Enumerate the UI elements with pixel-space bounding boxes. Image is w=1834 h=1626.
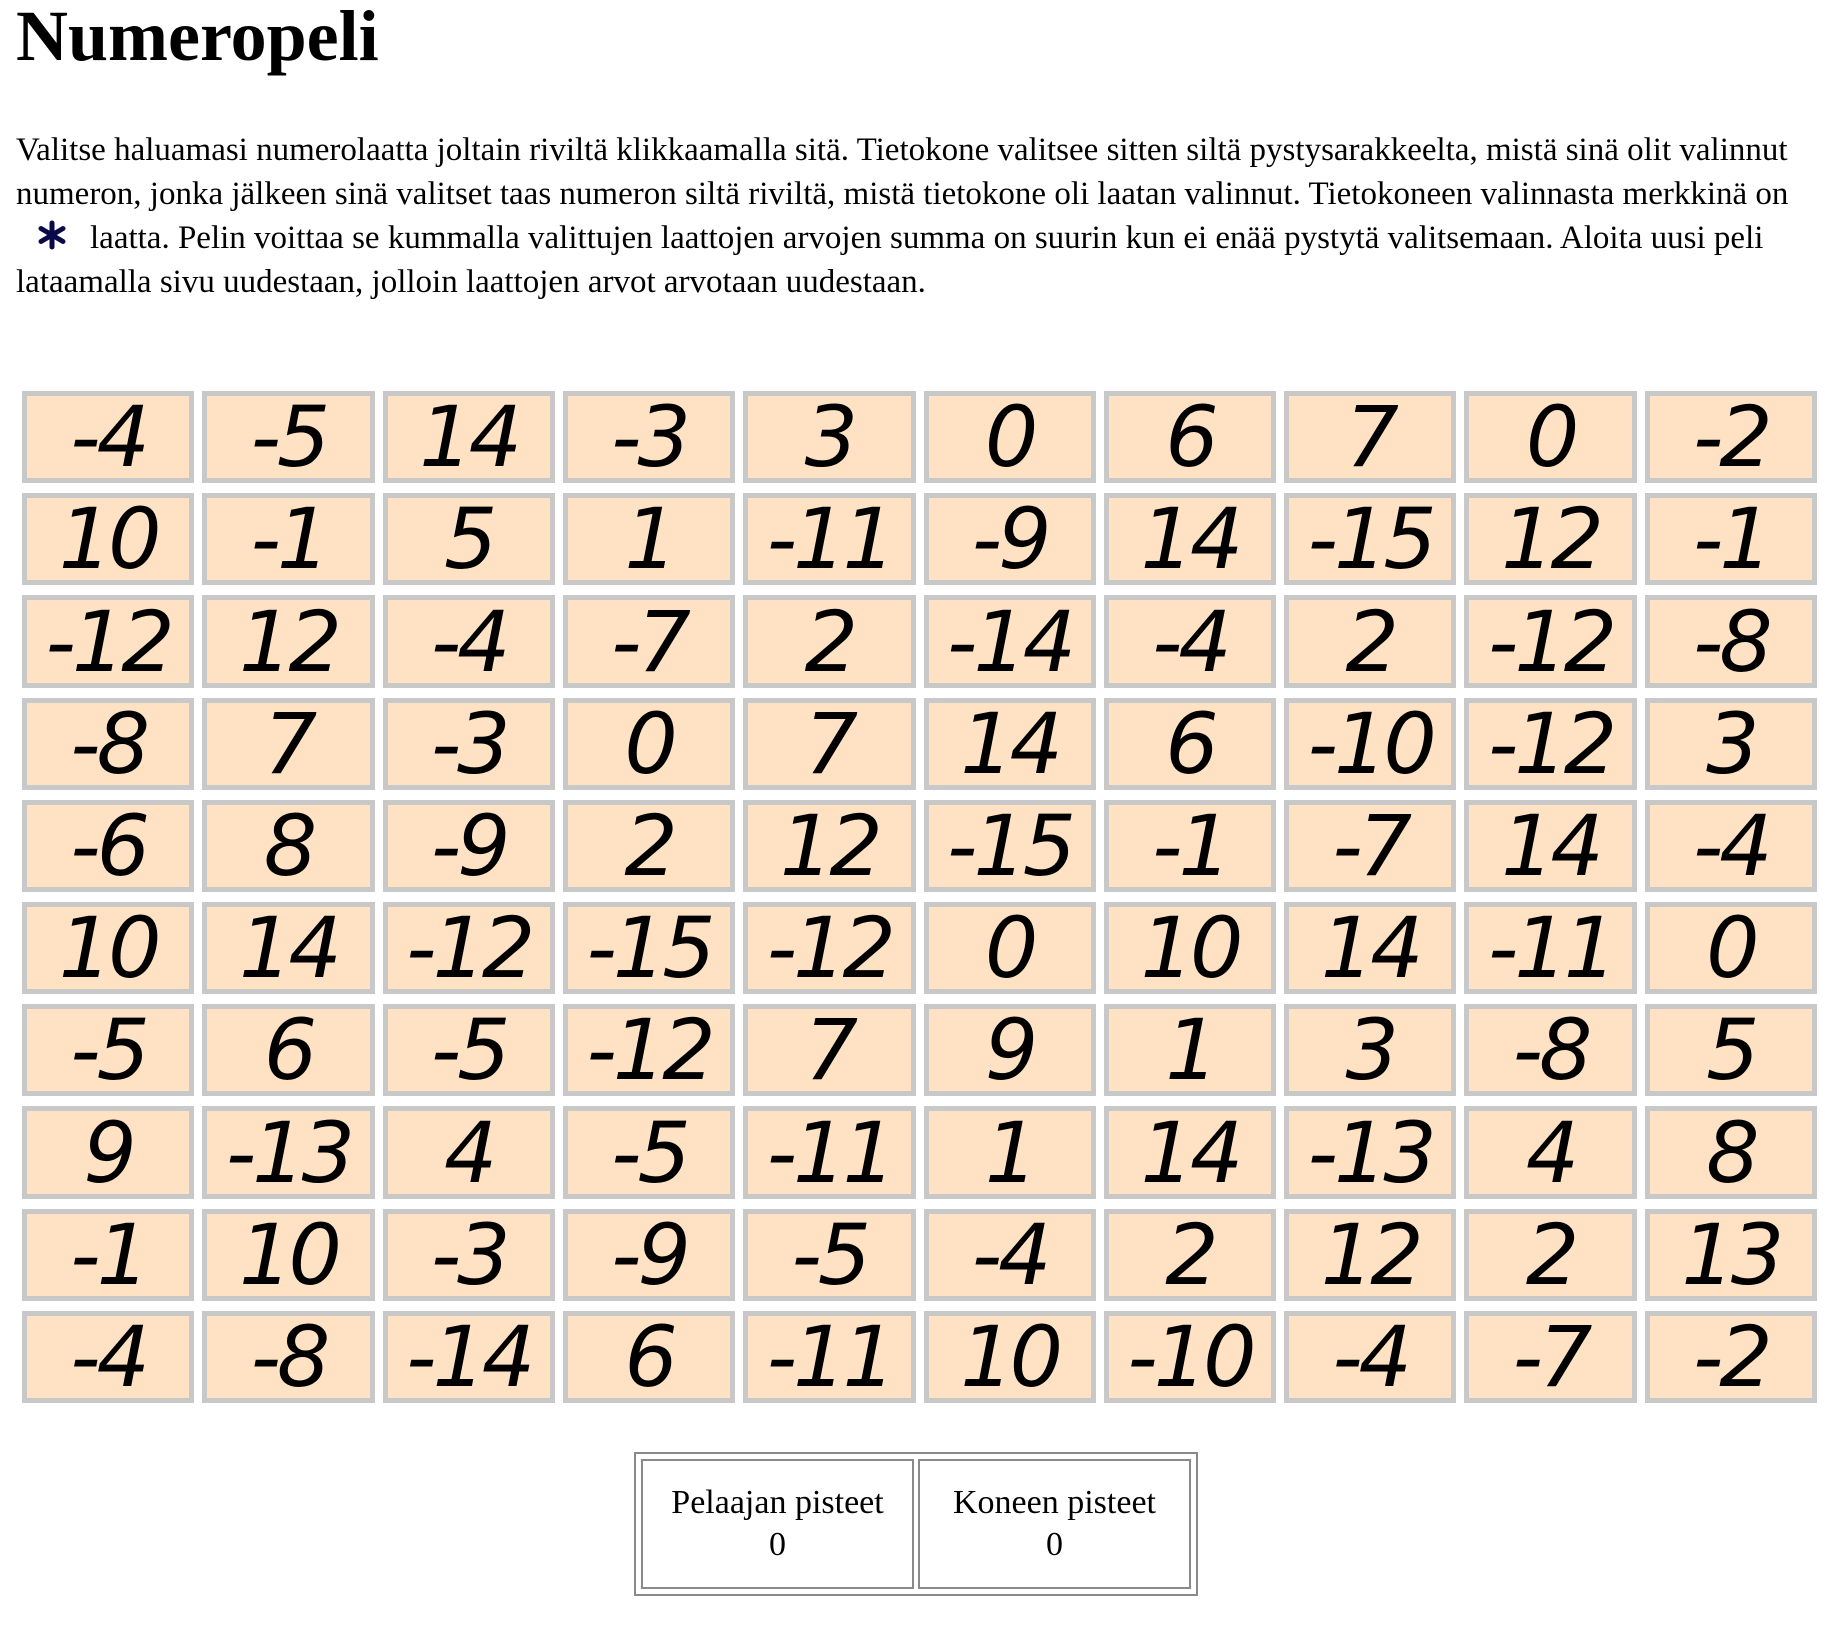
number-tile[interactable]: 10 bbox=[924, 1311, 1096, 1403]
number-tile[interactable]: 0 bbox=[563, 698, 735, 790]
number-tile[interactable]: -4 bbox=[1104, 595, 1276, 687]
number-tile[interactable]: -9 bbox=[383, 800, 555, 892]
number-tile[interactable]: 0 bbox=[924, 391, 1096, 483]
number-tile[interactable]: 4 bbox=[1464, 1106, 1636, 1198]
number-tile[interactable]: 12 bbox=[1464, 493, 1636, 585]
number-tile[interactable]: -11 bbox=[743, 1311, 915, 1403]
number-tile[interactable]: 2 bbox=[743, 595, 915, 687]
page-title: Numeropeli bbox=[16, 0, 379, 76]
number-tile[interactable]: -8 bbox=[1645, 595, 1817, 687]
number-tile[interactable]: 1 bbox=[1104, 1004, 1276, 1096]
number-tile[interactable]: -11 bbox=[743, 493, 915, 585]
number-tile[interactable]: -12 bbox=[22, 595, 194, 687]
number-tile[interactable]: -9 bbox=[924, 493, 1096, 585]
number-tile[interactable]: 12 bbox=[202, 595, 374, 687]
instructions-text-after: laatta. Pelin voittaa se kummalla valittujen laattojen arvojen summa on suurin kun ei enää pystytä valitsemaan. Aloita uusi peli lataamalla sivu uudestaan, jolloin laattojen arvot arvotaan uudestaan. bbox=[16, 220, 1764, 300]
computer-score-cell bbox=[918, 1459, 1191, 1589]
number-tile[interactable]: 6 bbox=[1104, 391, 1276, 483]
player-score-label: Pelaajan pisteet bbox=[671, 1484, 884, 1521]
computer-score-label: Koneen pisteet bbox=[953, 1484, 1156, 1521]
number-tile[interactable]: 14 bbox=[1104, 493, 1276, 585]
number-tile[interactable]: -7 bbox=[1284, 800, 1456, 892]
number-tile[interactable]: -12 bbox=[1464, 698, 1636, 790]
player-score-cell bbox=[641, 1459, 914, 1589]
number-tile[interactable]: -2 bbox=[1645, 1311, 1817, 1403]
number-tile[interactable]: -8 bbox=[1464, 1004, 1636, 1096]
number-tile[interactable]: 8 bbox=[1645, 1106, 1817, 1198]
number-tile[interactable]: -3 bbox=[383, 1209, 555, 1301]
number-tile[interactable]: 12 bbox=[743, 800, 915, 892]
number-tile[interactable]: 6 bbox=[1104, 698, 1276, 790]
number-tile[interactable]: 1 bbox=[924, 1106, 1096, 1198]
number-tile[interactable]: 5 bbox=[1645, 1004, 1817, 1096]
computer-score-value: 0 bbox=[1046, 1526, 1063, 1563]
number-tile[interactable]: -13 bbox=[202, 1106, 374, 1198]
instructions-text-before: Valitse haluamasi numerolaatta joltain riviltä klikkaamalla sitä. Tietokone valitsee sitten siltä pystysarakkeelta, mistä sinä olit valinnut numeron, jonka jälkeen sinä valitset taas numeron siltä riviltä, mistä tietokone oli laatan valinnut. Tietokoneen valinnasta merkkinä on bbox=[16, 132, 1789, 212]
number-tile[interactable]: 7 bbox=[743, 1004, 915, 1096]
number-tile[interactable]: 3 bbox=[743, 391, 915, 483]
number-tile[interactable]: 0 bbox=[1645, 902, 1817, 994]
number-tile[interactable]: 0 bbox=[924, 902, 1096, 994]
number-tile[interactable]: 10 bbox=[1104, 902, 1276, 994]
number-tile[interactable]: -5 bbox=[22, 1004, 194, 1096]
number-tile[interactable]: -5 bbox=[202, 391, 374, 483]
number-tile[interactable]: -5 bbox=[743, 1209, 915, 1301]
number-tile[interactable]: -12 bbox=[1464, 595, 1636, 687]
number-tile[interactable]: 3 bbox=[1645, 698, 1817, 790]
number-tile[interactable]: 10 bbox=[22, 493, 194, 585]
number-tile[interactable]: -15 bbox=[924, 800, 1096, 892]
number-tile[interactable]: -5 bbox=[383, 1004, 555, 1096]
score-table bbox=[634, 1452, 1198, 1596]
number-tile[interactable]: 14 bbox=[1104, 1106, 1276, 1198]
number-tile[interactable]: 5 bbox=[383, 493, 555, 585]
number-tile[interactable]: 7 bbox=[1284, 391, 1456, 483]
number-tile[interactable]: -14 bbox=[924, 595, 1096, 687]
number-tile[interactable]: -15 bbox=[1284, 493, 1456, 585]
number-tile[interactable]: 14 bbox=[202, 902, 374, 994]
number-tile[interactable]: -11 bbox=[743, 1106, 915, 1198]
number-tile[interactable]: -10 bbox=[1104, 1311, 1276, 1403]
number-tile[interactable]: 14 bbox=[924, 698, 1096, 790]
number-tile[interactable]: 7 bbox=[743, 698, 915, 790]
number-tile[interactable]: -4 bbox=[383, 595, 555, 687]
number-tile[interactable]: 14 bbox=[1284, 902, 1456, 994]
number-tile[interactable]: -4 bbox=[1284, 1311, 1456, 1403]
number-tile[interactable]: -1 bbox=[22, 1209, 194, 1301]
number-tile[interactable]: -3 bbox=[563, 391, 735, 483]
number-tile[interactable]: 6 bbox=[563, 1311, 735, 1403]
number-tile[interactable]: -15 bbox=[563, 902, 735, 994]
number-tile[interactable]: 14 bbox=[1464, 800, 1636, 892]
number-tile[interactable]: 10 bbox=[202, 1209, 374, 1301]
number-tile[interactable]: -6 bbox=[22, 800, 194, 892]
number-tile[interactable]: -12 bbox=[563, 1004, 735, 1096]
number-tile[interactable]: -4 bbox=[1645, 800, 1817, 892]
number-tile[interactable]: 2 bbox=[1464, 1209, 1636, 1301]
number-tile[interactable]: -10 bbox=[1284, 698, 1456, 790]
number-tile[interactable]: -9 bbox=[563, 1209, 735, 1301]
number-tile[interactable]: -4 bbox=[924, 1209, 1096, 1301]
number-tile[interactable]: 2 bbox=[1284, 595, 1456, 687]
number-tile[interactable]: 4 bbox=[383, 1106, 555, 1198]
number-tile[interactable]: 6 bbox=[202, 1004, 374, 1096]
player-score-value: 0 bbox=[769, 1526, 786, 1563]
number-tile[interactable]: 8 bbox=[202, 800, 374, 892]
number-tile[interactable]: -1 bbox=[1645, 493, 1817, 585]
number-tile[interactable]: -1 bbox=[1104, 800, 1276, 892]
number-tile[interactable]: 9 bbox=[924, 1004, 1096, 1096]
number-tile[interactable]: 12 bbox=[1284, 1209, 1456, 1301]
instructions bbox=[16, 128, 1816, 304]
number-tile[interactable]: -14 bbox=[383, 1311, 555, 1403]
number-tile[interactable]: -12 bbox=[383, 902, 555, 994]
number-tile[interactable]: 9 bbox=[22, 1106, 194, 1198]
number-tile[interactable]: 14 bbox=[383, 391, 555, 483]
number-tile[interactable]: -3 bbox=[383, 698, 555, 790]
number-tile[interactable]: 3 bbox=[1284, 1004, 1456, 1096]
number-tile[interactable]: -8 bbox=[202, 1311, 374, 1403]
number-tile[interactable]: -11 bbox=[1464, 902, 1636, 994]
number-tile[interactable]: 10 bbox=[22, 902, 194, 994]
number-tile[interactable]: 1 bbox=[563, 493, 735, 585]
number-tile[interactable]: -7 bbox=[1464, 1311, 1636, 1403]
number-tile[interactable]: -1 bbox=[202, 493, 374, 585]
number-tile[interactable]: -4 bbox=[22, 391, 194, 483]
number-tile[interactable]: -7 bbox=[563, 595, 735, 687]
number-tile[interactable]: 0 bbox=[1464, 391, 1636, 483]
number-tile[interactable]: -8 bbox=[22, 698, 194, 790]
number-board bbox=[22, 391, 1817, 1403]
number-tile[interactable]: 2 bbox=[563, 800, 735, 892]
number-tile[interactable]: 2 bbox=[1104, 1209, 1276, 1301]
number-tile[interactable]: -12 bbox=[743, 902, 915, 994]
asterisk-icon bbox=[30, 220, 74, 250]
number-tile[interactable]: 13 bbox=[1645, 1209, 1817, 1301]
number-tile[interactable]: -13 bbox=[1284, 1106, 1456, 1198]
number-tile[interactable]: 7 bbox=[202, 698, 374, 790]
number-tile[interactable]: -5 bbox=[563, 1106, 735, 1198]
number-tile[interactable]: -4 bbox=[22, 1311, 194, 1403]
number-tile[interactable]: -2 bbox=[1645, 391, 1817, 483]
